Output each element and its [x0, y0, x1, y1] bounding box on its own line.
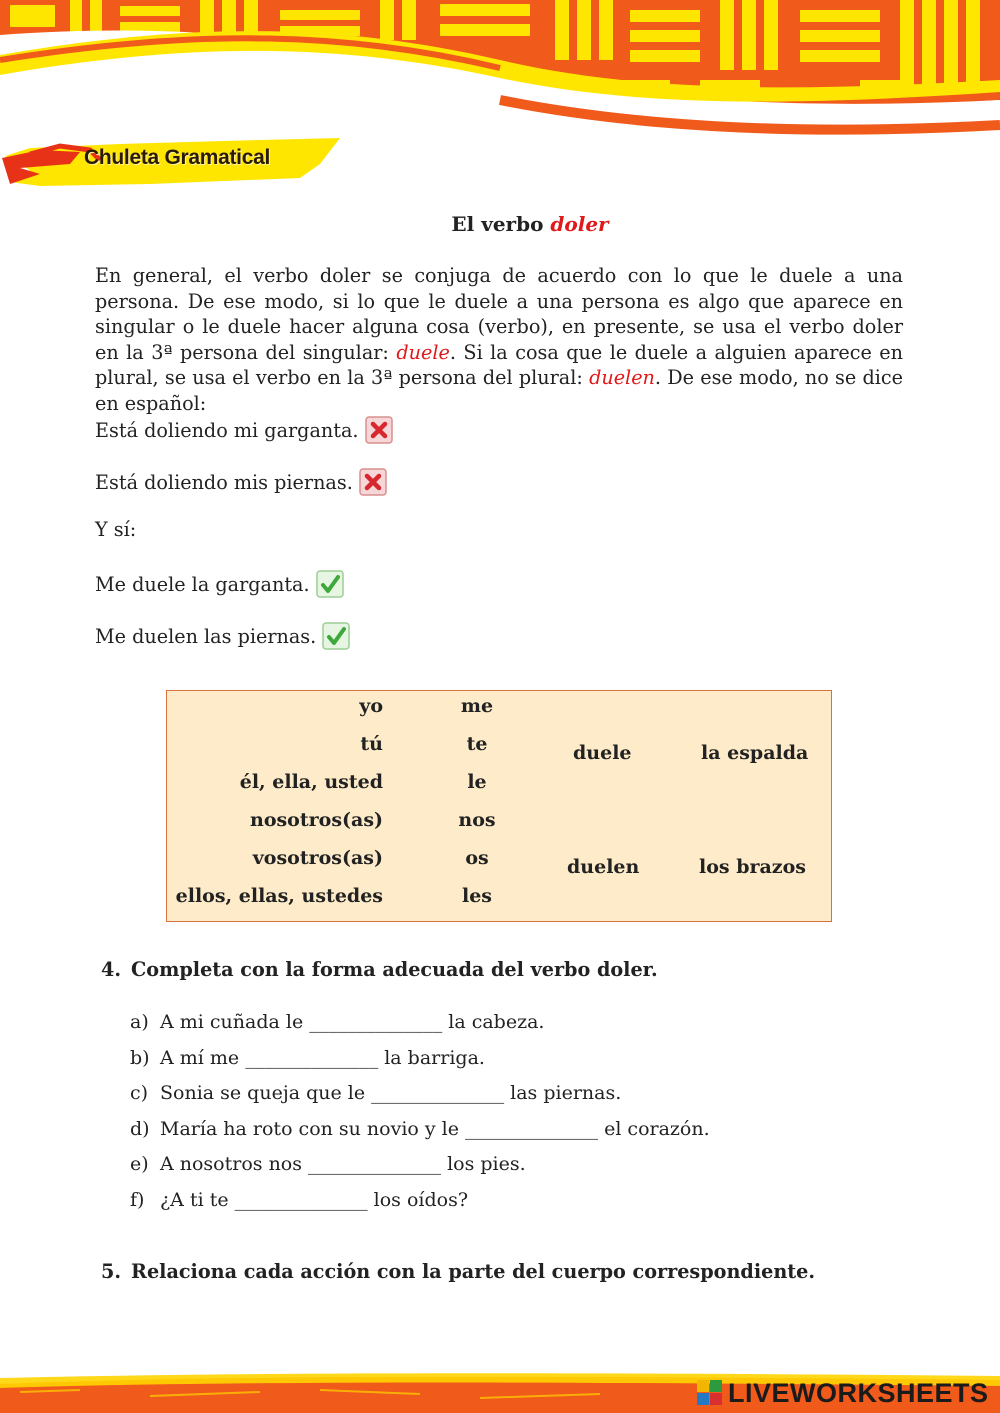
title-prefix: El verbo — [451, 212, 544, 236]
exercise-instruction: Relaciona cada acción con la parte del cuerpo correspondiente. — [131, 1260, 816, 1283]
example-yes-label — [95, 518, 136, 541]
clitic-cell: te — [466, 733, 488, 755]
exercise-4-title — [101, 958, 658, 981]
item-label: d) — [130, 1117, 150, 1140]
pronoun-cell: yo — [359, 695, 383, 717]
item-text[interactable]: ¿A ti te ______________ los oídos? — [160, 1188, 469, 1211]
item-text[interactable]: A nosotros nos ______________ los pies. — [160, 1153, 526, 1176]
pronoun-cell: tú — [360, 733, 383, 755]
yes-label: Y sí: — [95, 518, 137, 541]
intro-part3: . De ese modo, no se dice en español: — [95, 366, 903, 415]
liveworksheets-logo-icon — [697, 1380, 723, 1406]
clitic-cell: les — [461, 885, 492, 907]
example-right-2 — [95, 622, 350, 650]
header-decoration — [0, 0, 1000, 150]
example-text: Está doliendo mi garganta. — [95, 418, 359, 442]
page-title — [0, 212, 1000, 236]
example-text: Me duelen las piernas. — [95, 624, 317, 648]
item-text[interactable]: María ha roto con su novio y le ______________ el corazón. — [160, 1117, 710, 1140]
exercise-number: 4. — [101, 958, 122, 981]
check-icon — [316, 570, 344, 598]
intro-singular: duele — [396, 340, 450, 364]
pronoun-cell: él, ella, usted — [239, 771, 383, 793]
singular-noun: la espalda — [701, 742, 809, 764]
title-highlight: doler — [550, 212, 609, 236]
item-text[interactable]: A mí me ______________ la barriga. — [160, 1046, 485, 1069]
intro-paragraph — [95, 263, 903, 417]
singular-verb: duele — [573, 742, 632, 764]
item-label: b) — [130, 1046, 150, 1069]
banner-title: Chuleta Gramatical — [84, 146, 270, 169]
plural-noun: los brazos — [699, 856, 806, 878]
cross-icon — [365, 416, 393, 444]
intro-part2: . Si la cosa que le duele a alguien aparece en plural, se usa el verbo en la 3ª persona del plural: — [95, 340, 903, 390]
list-item — [130, 1152, 710, 1188]
item-label: e) — [130, 1153, 149, 1176]
liveworksheets-brand: LIVEWORKSHEETS — [728, 1378, 989, 1408]
conjugation-table — [166, 690, 832, 922]
list-item — [130, 1117, 710, 1153]
item-label: c) — [130, 1082, 149, 1105]
item-label: f) — [130, 1188, 145, 1211]
clitic-cell: nos — [458, 809, 496, 831]
example-wrong-2 — [95, 468, 387, 496]
check-icon — [322, 622, 350, 650]
list-item — [130, 1010, 710, 1046]
item-label: a) — [130, 1011, 149, 1033]
clitic-cell: le — [467, 771, 487, 793]
item-text[interactable]: Sonia se queja que le ______________ las piernas. — [160, 1082, 622, 1105]
pronoun-cell: nosotros(as) — [250, 809, 383, 831]
list-item — [130, 1046, 710, 1082]
list-item — [130, 1188, 710, 1224]
item-text[interactable]: A mi cuñada le ______________ la cabeza. — [160, 1011, 545, 1033]
pronoun-cell: vosotros(as) — [252, 847, 383, 869]
exercise-4-items — [130, 1010, 710, 1224]
example-text: Está doliendo mis piernas. — [95, 470, 353, 494]
cross-icon — [359, 468, 387, 496]
exercise-number: 5. — [101, 1260, 122, 1283]
example-wrong-1 — [95, 416, 393, 444]
exercise-5-title — [101, 1260, 815, 1283]
example-text: Me duele la garganta. — [95, 572, 310, 596]
clitic-cell: os — [465, 847, 489, 869]
exercise-instruction: Completa con la forma adecuada del verbo doler. — [131, 958, 658, 981]
pronoun-cell: ellos, ellas, ustedes — [175, 885, 383, 907]
intro-part1: En general, el verbo doler se conjuga de acuerdo con lo que le duele a una persona. De ese modo, si lo que le duele a una persona es algo que aparece en singular o le duele hacer alguna cosa (verbo), en presente, se usa el verbo doler en la 3ª persona del singular: — [95, 264, 903, 364]
plural-verb: duelen — [567, 856, 640, 878]
clitic-cell: me — [460, 695, 494, 717]
example-right-1 — [95, 570, 344, 598]
intro-plural: duelen — [589, 366, 655, 390]
list-item — [130, 1081, 710, 1117]
